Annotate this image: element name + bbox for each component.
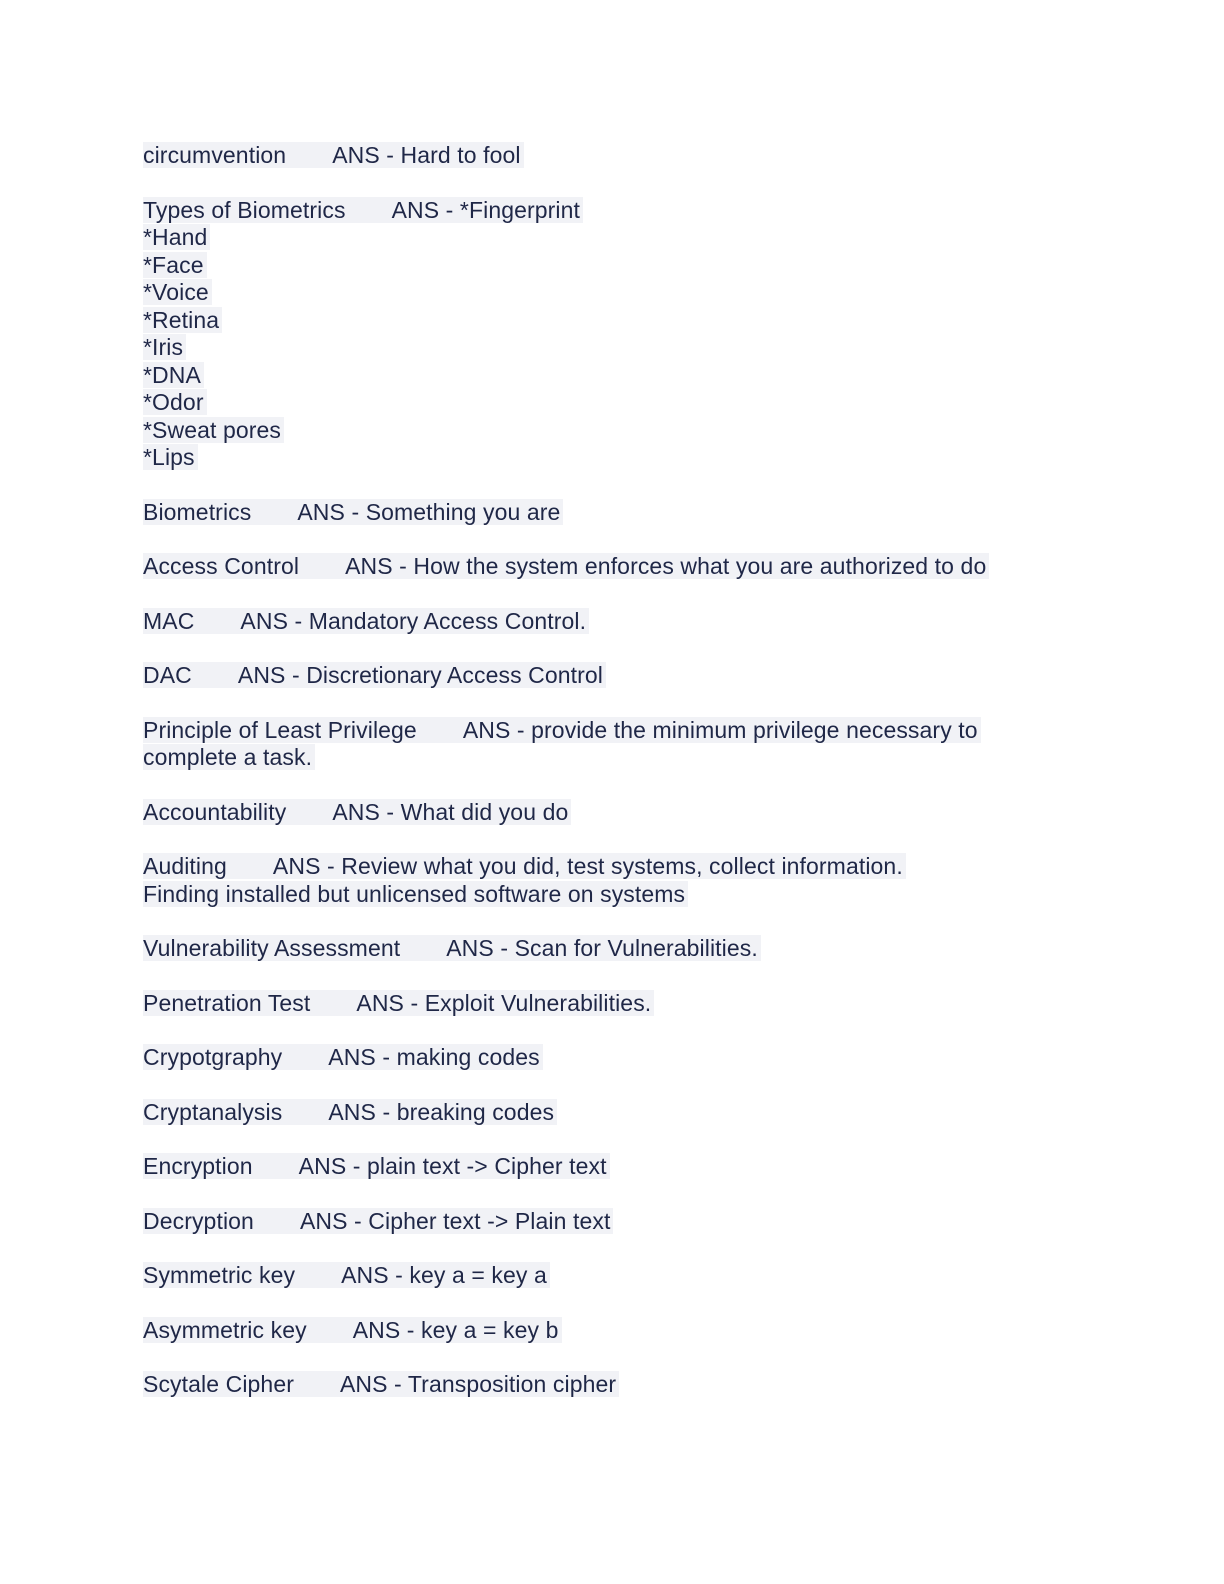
answer-text: ANS - How the system enforces what you are authorized to do	[345, 553, 987, 579]
term-text: Encryption	[143, 1153, 253, 1179]
entry-highlight	[143, 608, 589, 634]
entry-highlight	[143, 1262, 550, 1288]
flashcard-entry	[143, 853, 1083, 908]
term-text: Penetration Test	[143, 989, 311, 1016]
entry-highlight	[143, 799, 571, 825]
term-text: Accountability	[143, 798, 287, 825]
entry-first-line	[143, 1153, 1083, 1181]
answer-continuation-text: complete a task.	[143, 744, 315, 770]
entry-first-line	[143, 1371, 1083, 1399]
flashcard-entry	[143, 662, 1083, 690]
entry-highlight	[143, 197, 583, 223]
term-text: Access Control	[143, 553, 300, 579]
answer-text: ANS - plain text -> Cipher text	[298, 1153, 607, 1179]
answer-text: ANS - Mandatory Access Control.	[240, 607, 587, 634]
answer-text: ANS - Scan for Vulnerabilities.	[446, 935, 758, 961]
entry-highlight	[143, 662, 606, 688]
answer-continuation-line	[143, 279, 1083, 307]
answer-text: ANS - Something you are	[297, 498, 561, 525]
answer-text: ANS - Hard to fool	[332, 142, 521, 168]
answer-text: ANS - Discretionary Access Control	[237, 662, 603, 688]
answer-continuation-line	[143, 224, 1083, 252]
flashcard-entry	[143, 499, 1083, 527]
answer-continuation-text: *Hand	[143, 224, 210, 250]
flashcard-entry	[143, 799, 1083, 827]
term-text: Auditing	[143, 853, 227, 879]
answer-continuation-line	[143, 417, 1083, 445]
entry-first-line	[143, 142, 1083, 170]
entry-first-line	[143, 935, 1083, 963]
entry-highlight	[143, 1153, 610, 1179]
answer-text: ANS - Transposition cipher	[339, 1371, 617, 1397]
entry-first-line	[143, 1208, 1083, 1236]
flashcard-entry	[143, 990, 1083, 1018]
term-text: Scytale Cipher	[143, 1371, 294, 1397]
answer-continuation-line	[143, 334, 1083, 362]
answer-text: ANS - What did you do	[332, 798, 569, 825]
flashcard-entry	[143, 1044, 1083, 1072]
flashcard-entry	[143, 1153, 1083, 1181]
flashcard-entry	[143, 935, 1083, 963]
answer-text: ANS - key a = key a	[341, 1262, 547, 1288]
entry-first-line	[143, 990, 1083, 1018]
entry-highlight	[143, 1317, 562, 1343]
entry-highlight	[143, 1099, 557, 1125]
flashcard-entry	[143, 717, 1083, 772]
entry-first-line	[143, 553, 1083, 581]
entry-highlight	[143, 553, 989, 579]
term-text: Biometrics	[143, 498, 252, 525]
answer-continuation-text: *Face	[143, 252, 207, 278]
answer-text: ANS - Review what you did, test systems, collect information.	[272, 853, 903, 879]
entry-highlight	[143, 990, 654, 1016]
answer-continuation-line	[143, 362, 1083, 390]
answer-text: ANS - making codes	[328, 1044, 540, 1070]
answer-continuation-line	[143, 444, 1083, 472]
entry-first-line	[143, 499, 1083, 527]
entry-highlight	[143, 1371, 619, 1397]
term-text: Asymmetric key	[143, 1316, 307, 1343]
term-text: Crypotgraphy	[143, 1044, 283, 1070]
entry-first-line	[143, 853, 1083, 881]
entry-first-line	[143, 1044, 1083, 1072]
term-text: Cryptanalysis	[143, 1098, 283, 1125]
term-text: DAC	[143, 662, 192, 688]
entry-first-line	[143, 1317, 1083, 1345]
answer-continuation-text: *DNA	[143, 362, 204, 388]
entry-first-line	[143, 1262, 1083, 1290]
term-text: Principle of Least Privilege	[143, 716, 417, 743]
entry-highlight	[143, 1208, 613, 1234]
term-text: Vulnerability Assessment	[143, 935, 401, 961]
answer-text: ANS - Cipher text -> Plain text	[299, 1207, 611, 1234]
flashcard-entry	[143, 197, 1083, 472]
answer-continuation-text: Finding installed but unlicensed software on systems	[143, 881, 688, 907]
answer-continuation-line	[143, 744, 1083, 772]
entry-highlight	[143, 499, 563, 525]
flashcard-entry	[143, 1208, 1083, 1236]
flashcard-entry	[143, 142, 1083, 170]
entry-first-line	[143, 608, 1083, 636]
answer-text: ANS - breaking codes	[328, 1098, 555, 1125]
term-text: Types of Biometrics	[143, 196, 346, 223]
term-text: Decryption	[143, 1207, 254, 1234]
entry-highlight	[143, 142, 524, 168]
entry-first-line	[143, 197, 1083, 225]
answer-text: ANS - Exploit Vulnerabilities.	[356, 989, 652, 1016]
flashcard-entry	[143, 1262, 1083, 1290]
answer-continuation-text: *Lips	[143, 444, 198, 470]
answer-continuation-line	[143, 389, 1083, 417]
flashcard-entry	[143, 553, 1083, 581]
flashcard-entry	[143, 608, 1083, 636]
entry-first-line	[143, 662, 1083, 690]
term-text: Symmetric key	[143, 1262, 296, 1288]
answer-text: ANS - *Fingerprint	[391, 196, 580, 223]
flashcard-entry	[143, 1099, 1083, 1127]
term-text: MAC	[143, 607, 195, 634]
answer-continuation-line	[143, 252, 1083, 280]
answer-text: ANS - key a = key b	[352, 1316, 559, 1343]
answer-continuation-text: *Retina	[143, 307, 222, 333]
entry-highlight	[143, 1044, 543, 1070]
answer-continuation-line	[143, 881, 1083, 909]
flashcard-entry	[143, 1371, 1083, 1399]
answer-continuation-text: *Iris	[143, 334, 186, 360]
flashcard-list	[143, 142, 1083, 1426]
term-text: circumvention	[143, 142, 287, 168]
answer-continuation-text: *Voice	[143, 279, 212, 305]
entry-highlight	[143, 853, 906, 879]
answer-text: ANS - provide the minimum privilege necessary to	[462, 716, 978, 743]
entry-first-line	[143, 799, 1083, 827]
answer-continuation-text: *Odor	[143, 389, 207, 415]
entry-highlight	[143, 717, 981, 743]
answer-continuation-text: *Sweat pores	[143, 417, 284, 443]
answer-continuation-line	[143, 307, 1083, 335]
entry-highlight	[143, 935, 761, 961]
flashcard-entry	[143, 1317, 1083, 1345]
entry-first-line	[143, 1099, 1083, 1127]
entry-first-line	[143, 717, 1083, 745]
